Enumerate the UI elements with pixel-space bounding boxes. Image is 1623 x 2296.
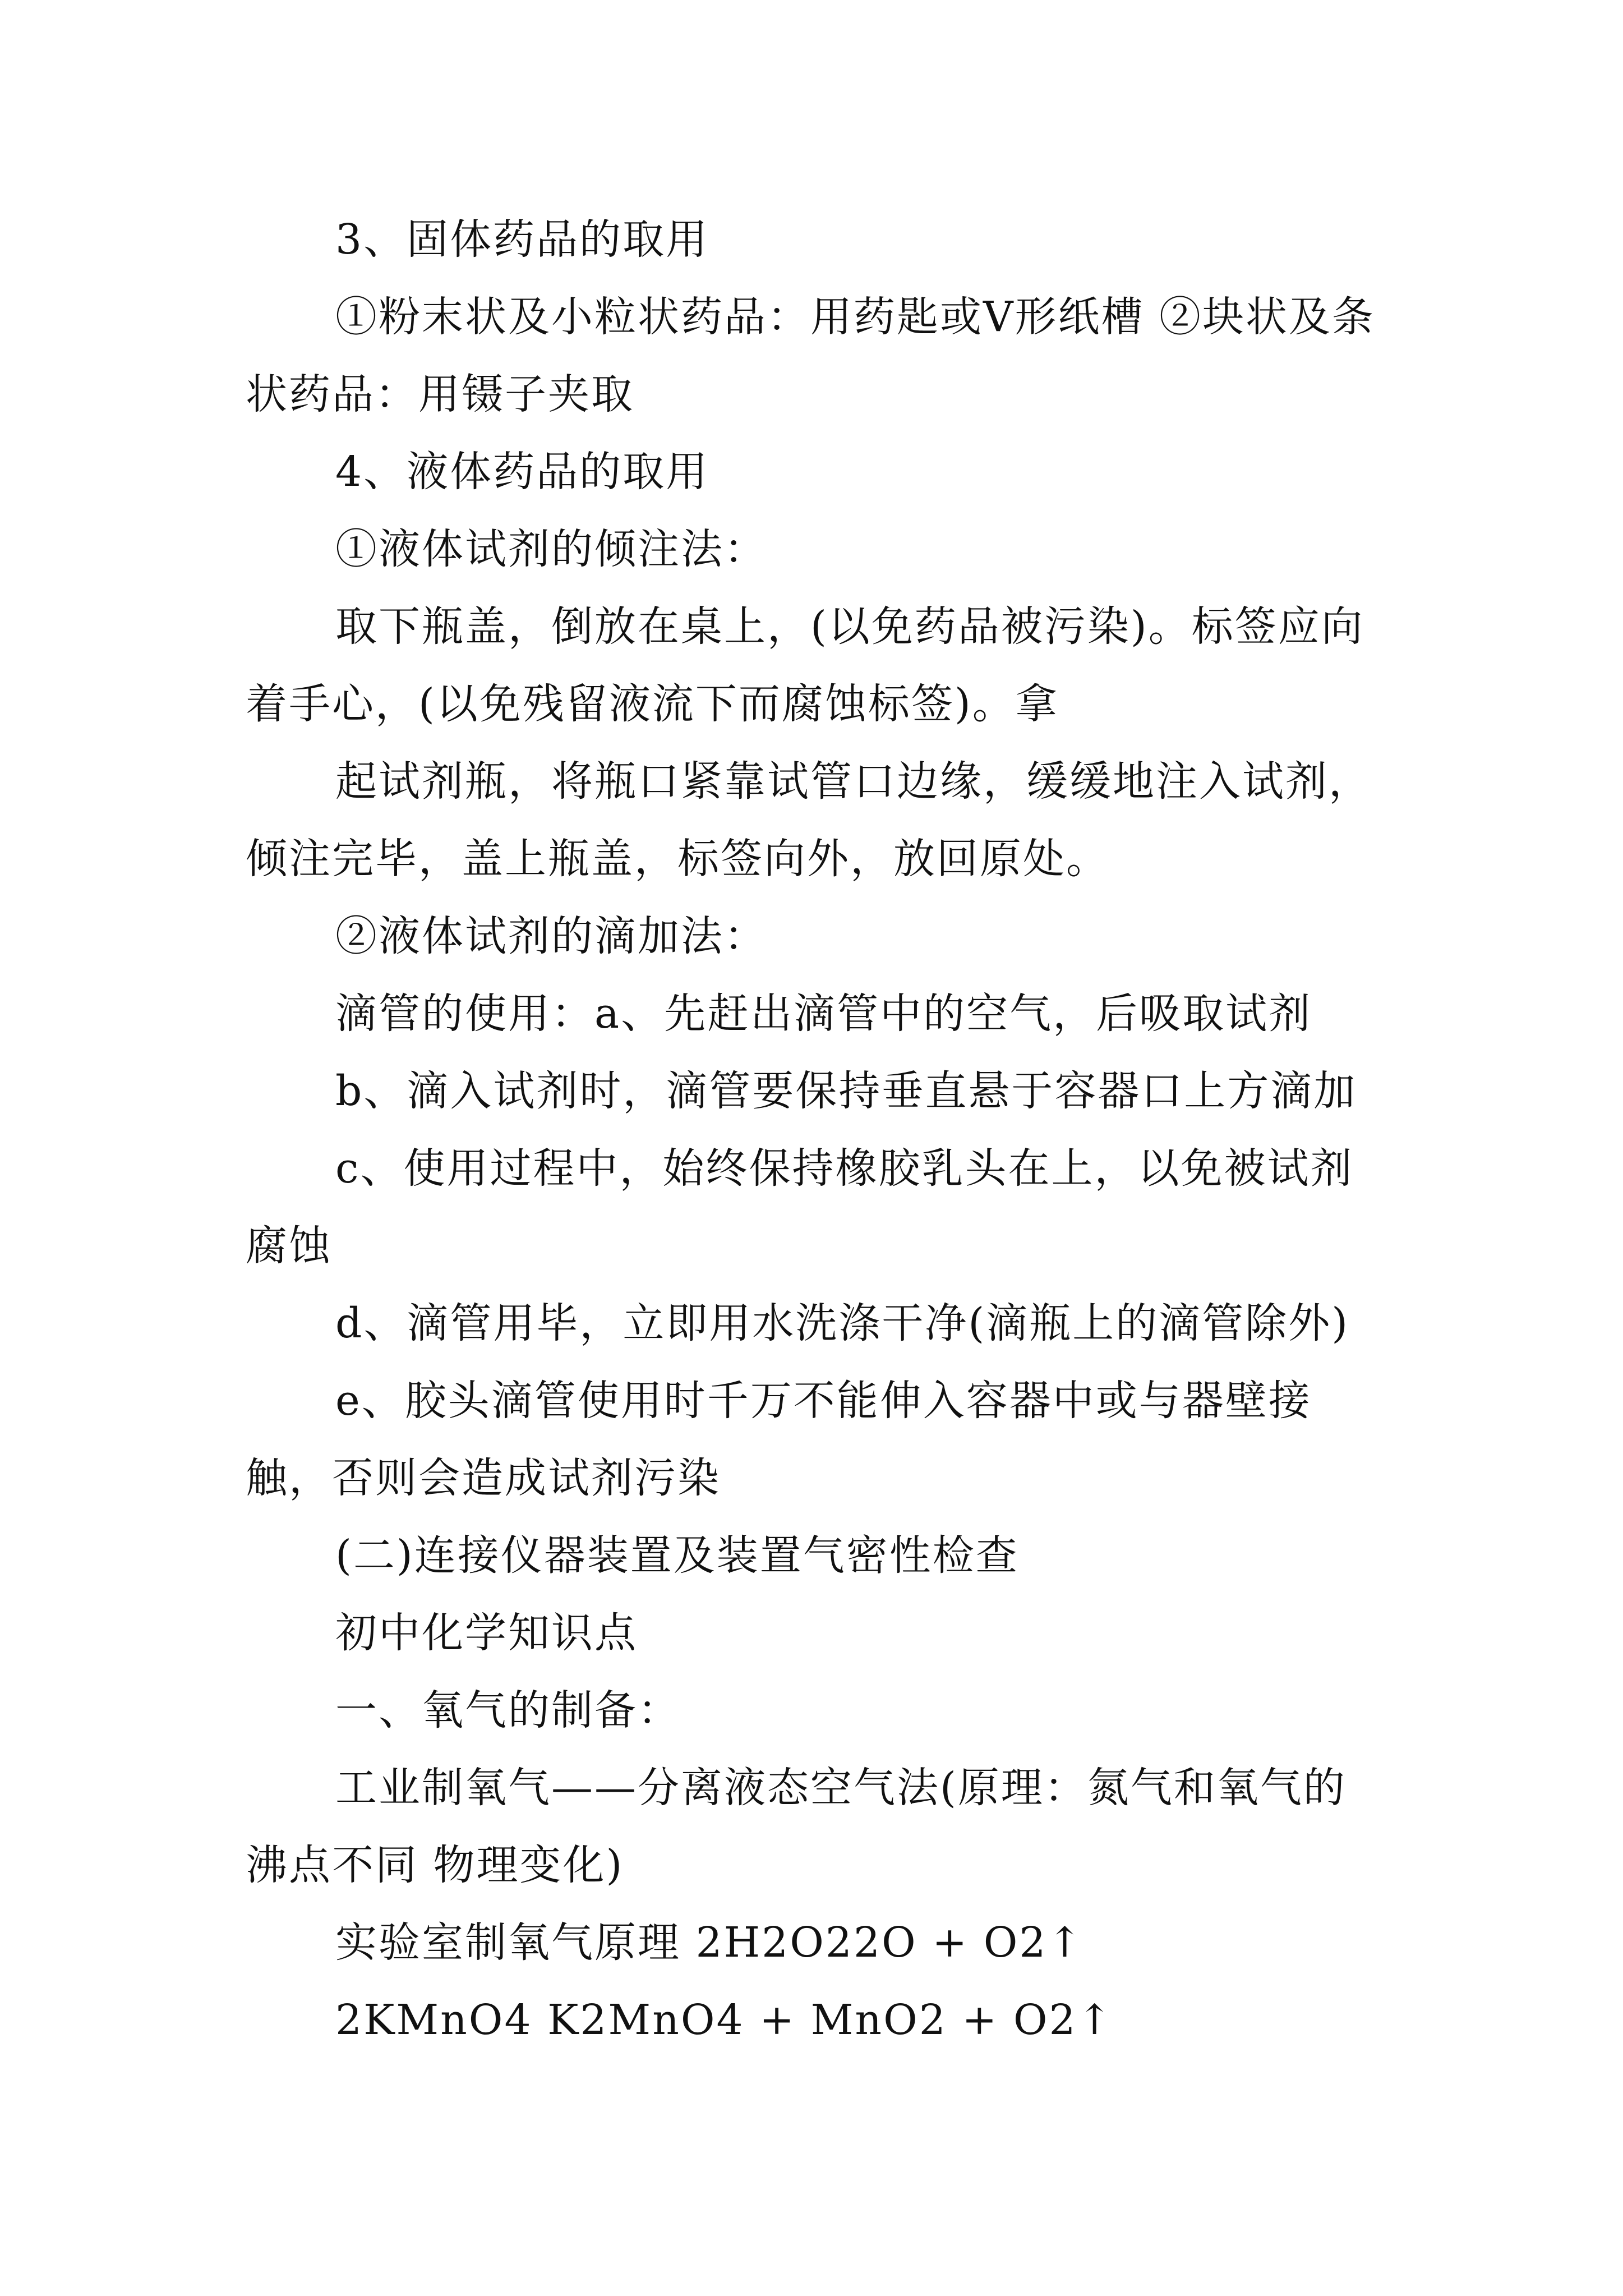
paragraph-dropper-c: c、使用过程中，始终保持橡胶乳头在上，以免被试剂腐蚀 [246,1144,1354,1270]
paragraph-solid-reagent-methods: ①粉末状及小粒状药品：用药匙或V形纸槽 ②块状及条状药品：用镊子夹取 [246,293,1375,418]
heading-liquid-reagents: 4、液体药品的取用 [335,448,709,496]
paragraph-lab-oxygen-equation-2: 2KMnO4 K2MnO4 + MnO2 + O2↑ [335,1996,1114,2044]
paragraph-pouring-step-2: 起试剂瓶，将瓶口紧靠试管口边缘，缓缓地注入试剂，倾注完毕，盖上瓶盖，标签向外，放回原处。 [246,757,1372,883]
paragraph-dropper-a: 滴管的使用：a、先赶出滴管中的空气，后吸取试剂 [335,990,1312,1038]
subheading-pouring-method: ①液体试剂的倾注法： [335,525,767,573]
paragraph-dropper-d: d、滴管用毕，立即用水洗涤干净(滴瓶上的滴管除外) [335,1299,1350,1347]
paragraph-lab-oxygen-equation-1: 实验室制氧气原理 2H2O22O + O2↑ [335,1918,1084,1967]
heading-oxygen-preparation: 一、氧气的制备： [335,1686,681,1734]
subheading-dropping-method: ②液体试剂的滴加法： [335,912,767,960]
paragraph-pouring-step-1: 取下瓶盖，倒放在桌上，(以免药品被污染)。标签应向着手心，(以免残留液流下而腐蚀标签)。拿 [246,602,1364,728]
heading-chemistry-knowledge: 初中化学知识点 [335,1609,638,1657]
document-body [246,201,1377,2059]
paragraph-dropper-e: e、胶头滴管使用时千万不能伸入容器中或与器壁接触，否则会造成试剂污染 [246,1377,1312,1502]
paragraph-dropper-b: b、滴入试剂时，滴管要保持垂直悬于容器口上方滴加 [335,1067,1357,1115]
heading-apparatus-airtightness: (二)连接仪器装置及装置气密性检查 [335,1531,1019,1580]
paragraph-industrial-oxygen: 工业制氧气——分离液态空气法(原理：氮气和氧气的沸点不同 物理变化) [246,1764,1347,1889]
heading-solid-reagents: 3、固体药品的取用 [335,215,709,264]
